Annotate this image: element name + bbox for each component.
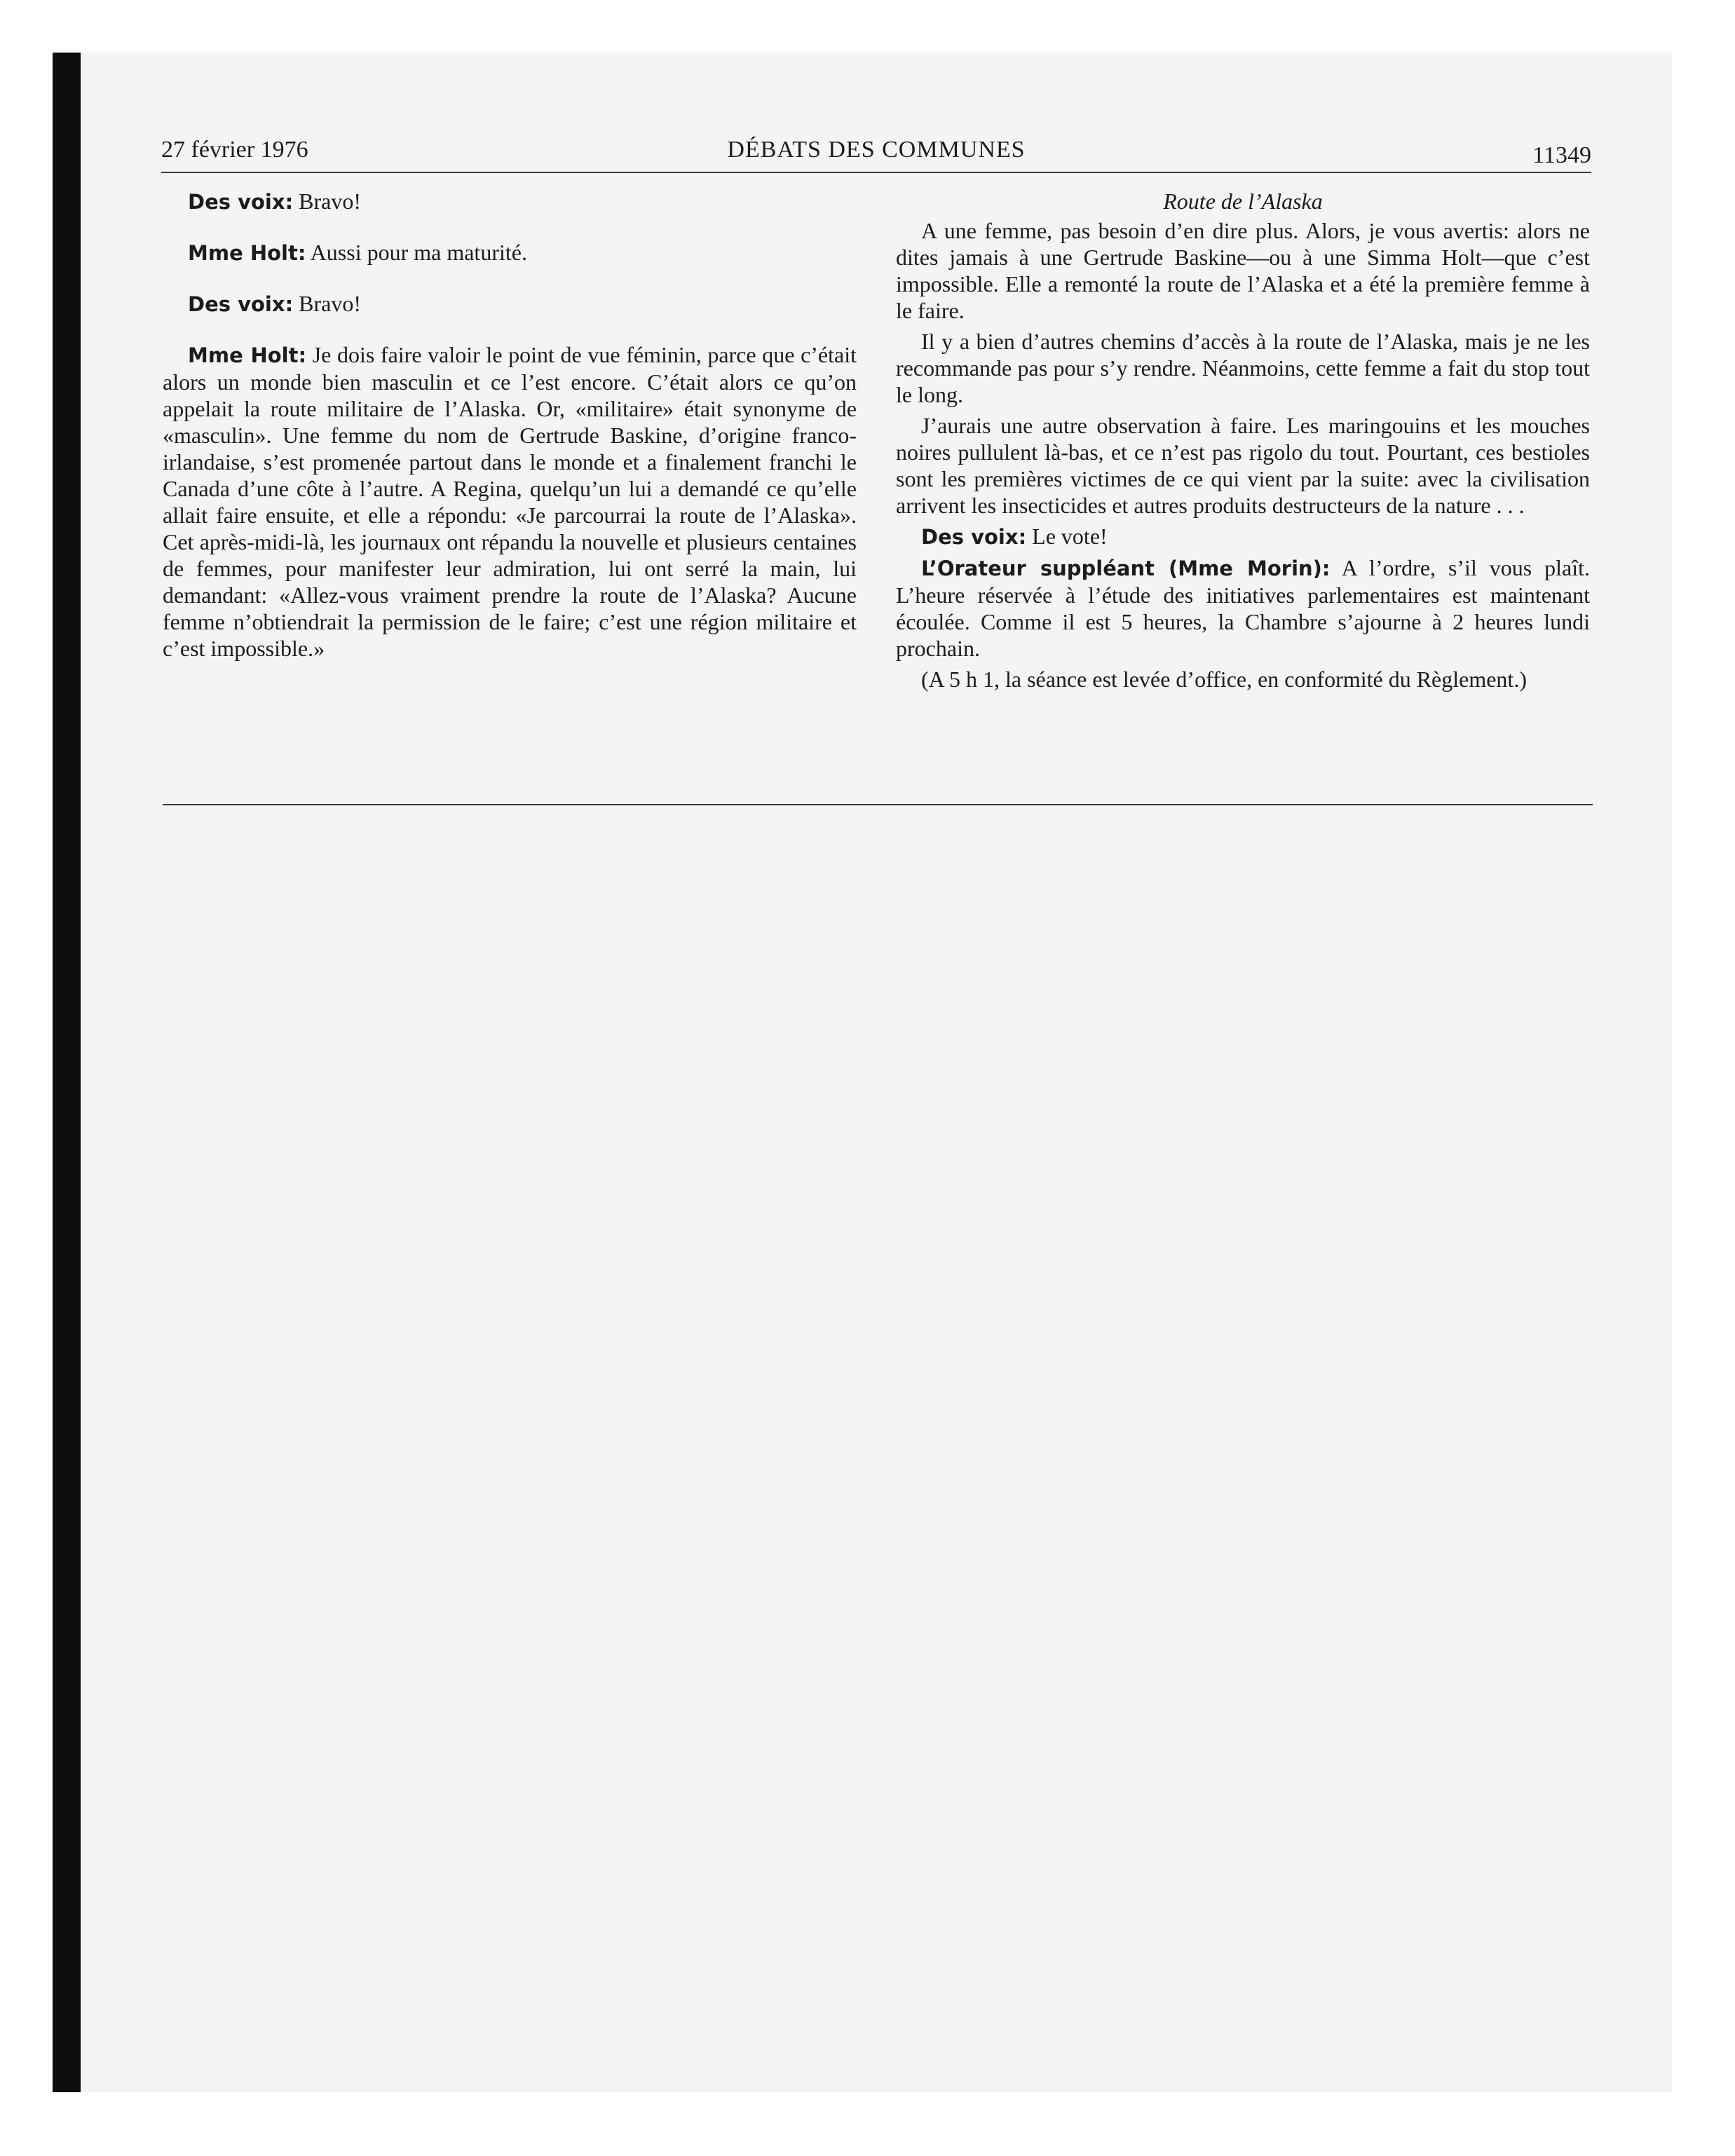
paragraph: (A 5 h 1, la séance est levée d’office, en conformité du Règlement.): [921, 667, 1527, 692]
paragraph: J’aurais une autre observation à faire. Les maringouins et les mouches noires pullulent là-bas, et ce n’est pas rigolo du tout. Pourtant, ces bestioles sont les premières victimes de ce qui vient par la suite: avec la civilisation arrivent les insecticides et autres produits destructeurs de la nature . . .: [896, 413, 1590, 518]
paragraph-text: Bravo!: [293, 291, 362, 316]
header-title: DÉBATS DES COMMUNES: [727, 137, 1026, 163]
speaker-label: Des voix:: [188, 292, 294, 316]
speaker-label: Des voix:: [188, 190, 294, 214]
left-column: [163, 188, 857, 671]
paragraph: [896, 523, 1590, 550]
paragraph: [163, 239, 857, 266]
paragraph-text: Aussi pour ma maturité.: [306, 240, 527, 265]
page-header: [161, 137, 1591, 173]
paragraph: [896, 554, 1590, 662]
scan-edge-shadow: [53, 53, 81, 2092]
paragraph: [163, 188, 857, 215]
section-heading: Route de l’Alaska: [1163, 189, 1323, 214]
right-column: [896, 188, 1590, 702]
paragraph: Il y a bien d’autres chemins d’accès à la route de l’Alaska, mais je ne les recommande pas pour s’y rendre. Néanmoins, cette femme a fait du stop tout le long.: [896, 329, 1590, 407]
paragraph-text: Je dois faire valoir le point de vue féminin, parce que c’était alors un monde bien masculin et ce l’est encore. C’était alors ce qu’on appelait la route militaire de l’Alaska. Or, «militaire» était synonyme de «masculin». Une femme du nom de Gertrude Baskine, d’origine franco-irlandaise, s’est promenée partout dans le monde et a finalement franchi le Canada d’une côte à l’autre. A Regina, quelqu’un lui a demandé ce qu’elle allait faire ensuite, et elle a répondu: «Je parcourrai la route de l’Alaska». Cet après-midi-là, les journaux ont répandu la nouvelle et plusieurs centaines de femmes, pour manifester leur admiration, lui ont serré la main, lui demandant: «Allez-vous vraiment prendre la route de l’Alaska? Aucune femme n’obtiendrait la permission de le faire; c’est une région militaire et c’est impossible.»: [163, 342, 857, 661]
header-page-number: 11349: [1532, 142, 1591, 168]
paragraph: [163, 290, 857, 318]
bottom-rule: [163, 804, 1593, 805]
speaker-label: Mme Holt:: [188, 241, 306, 265]
speaker-label: L’Orateur suppléant (Mme Morin):: [921, 557, 1331, 580]
paragraph: A une femme, pas besoin d’en dire plus. Alors, je vous avertis: alors ne dites jamais à une Gertrude Baskine—ou à une Simma Holt—que c’est impossible. Elle a remonté la route de l’Alaska et a été la première femme à le faire.: [896, 218, 1590, 323]
speaker-label: Mme Holt:: [188, 343, 307, 367]
paragraph-text: Bravo!: [293, 189, 362, 214]
paragraph-text: Le vote!: [1026, 524, 1108, 549]
header-date: 27 février 1976: [161, 137, 308, 163]
paragraph-text: A l’ordre, s’il vous plaît. L’heure réservée à l’étude des initiatives parlementaires est maintenant écoulée. Comme il est 5 heures, la Chambre s’ajourne à 2 heures lundi prochain.: [896, 555, 1591, 661]
paragraph: [163, 341, 857, 662]
speaker-label: Des voix:: [921, 525, 1027, 549]
